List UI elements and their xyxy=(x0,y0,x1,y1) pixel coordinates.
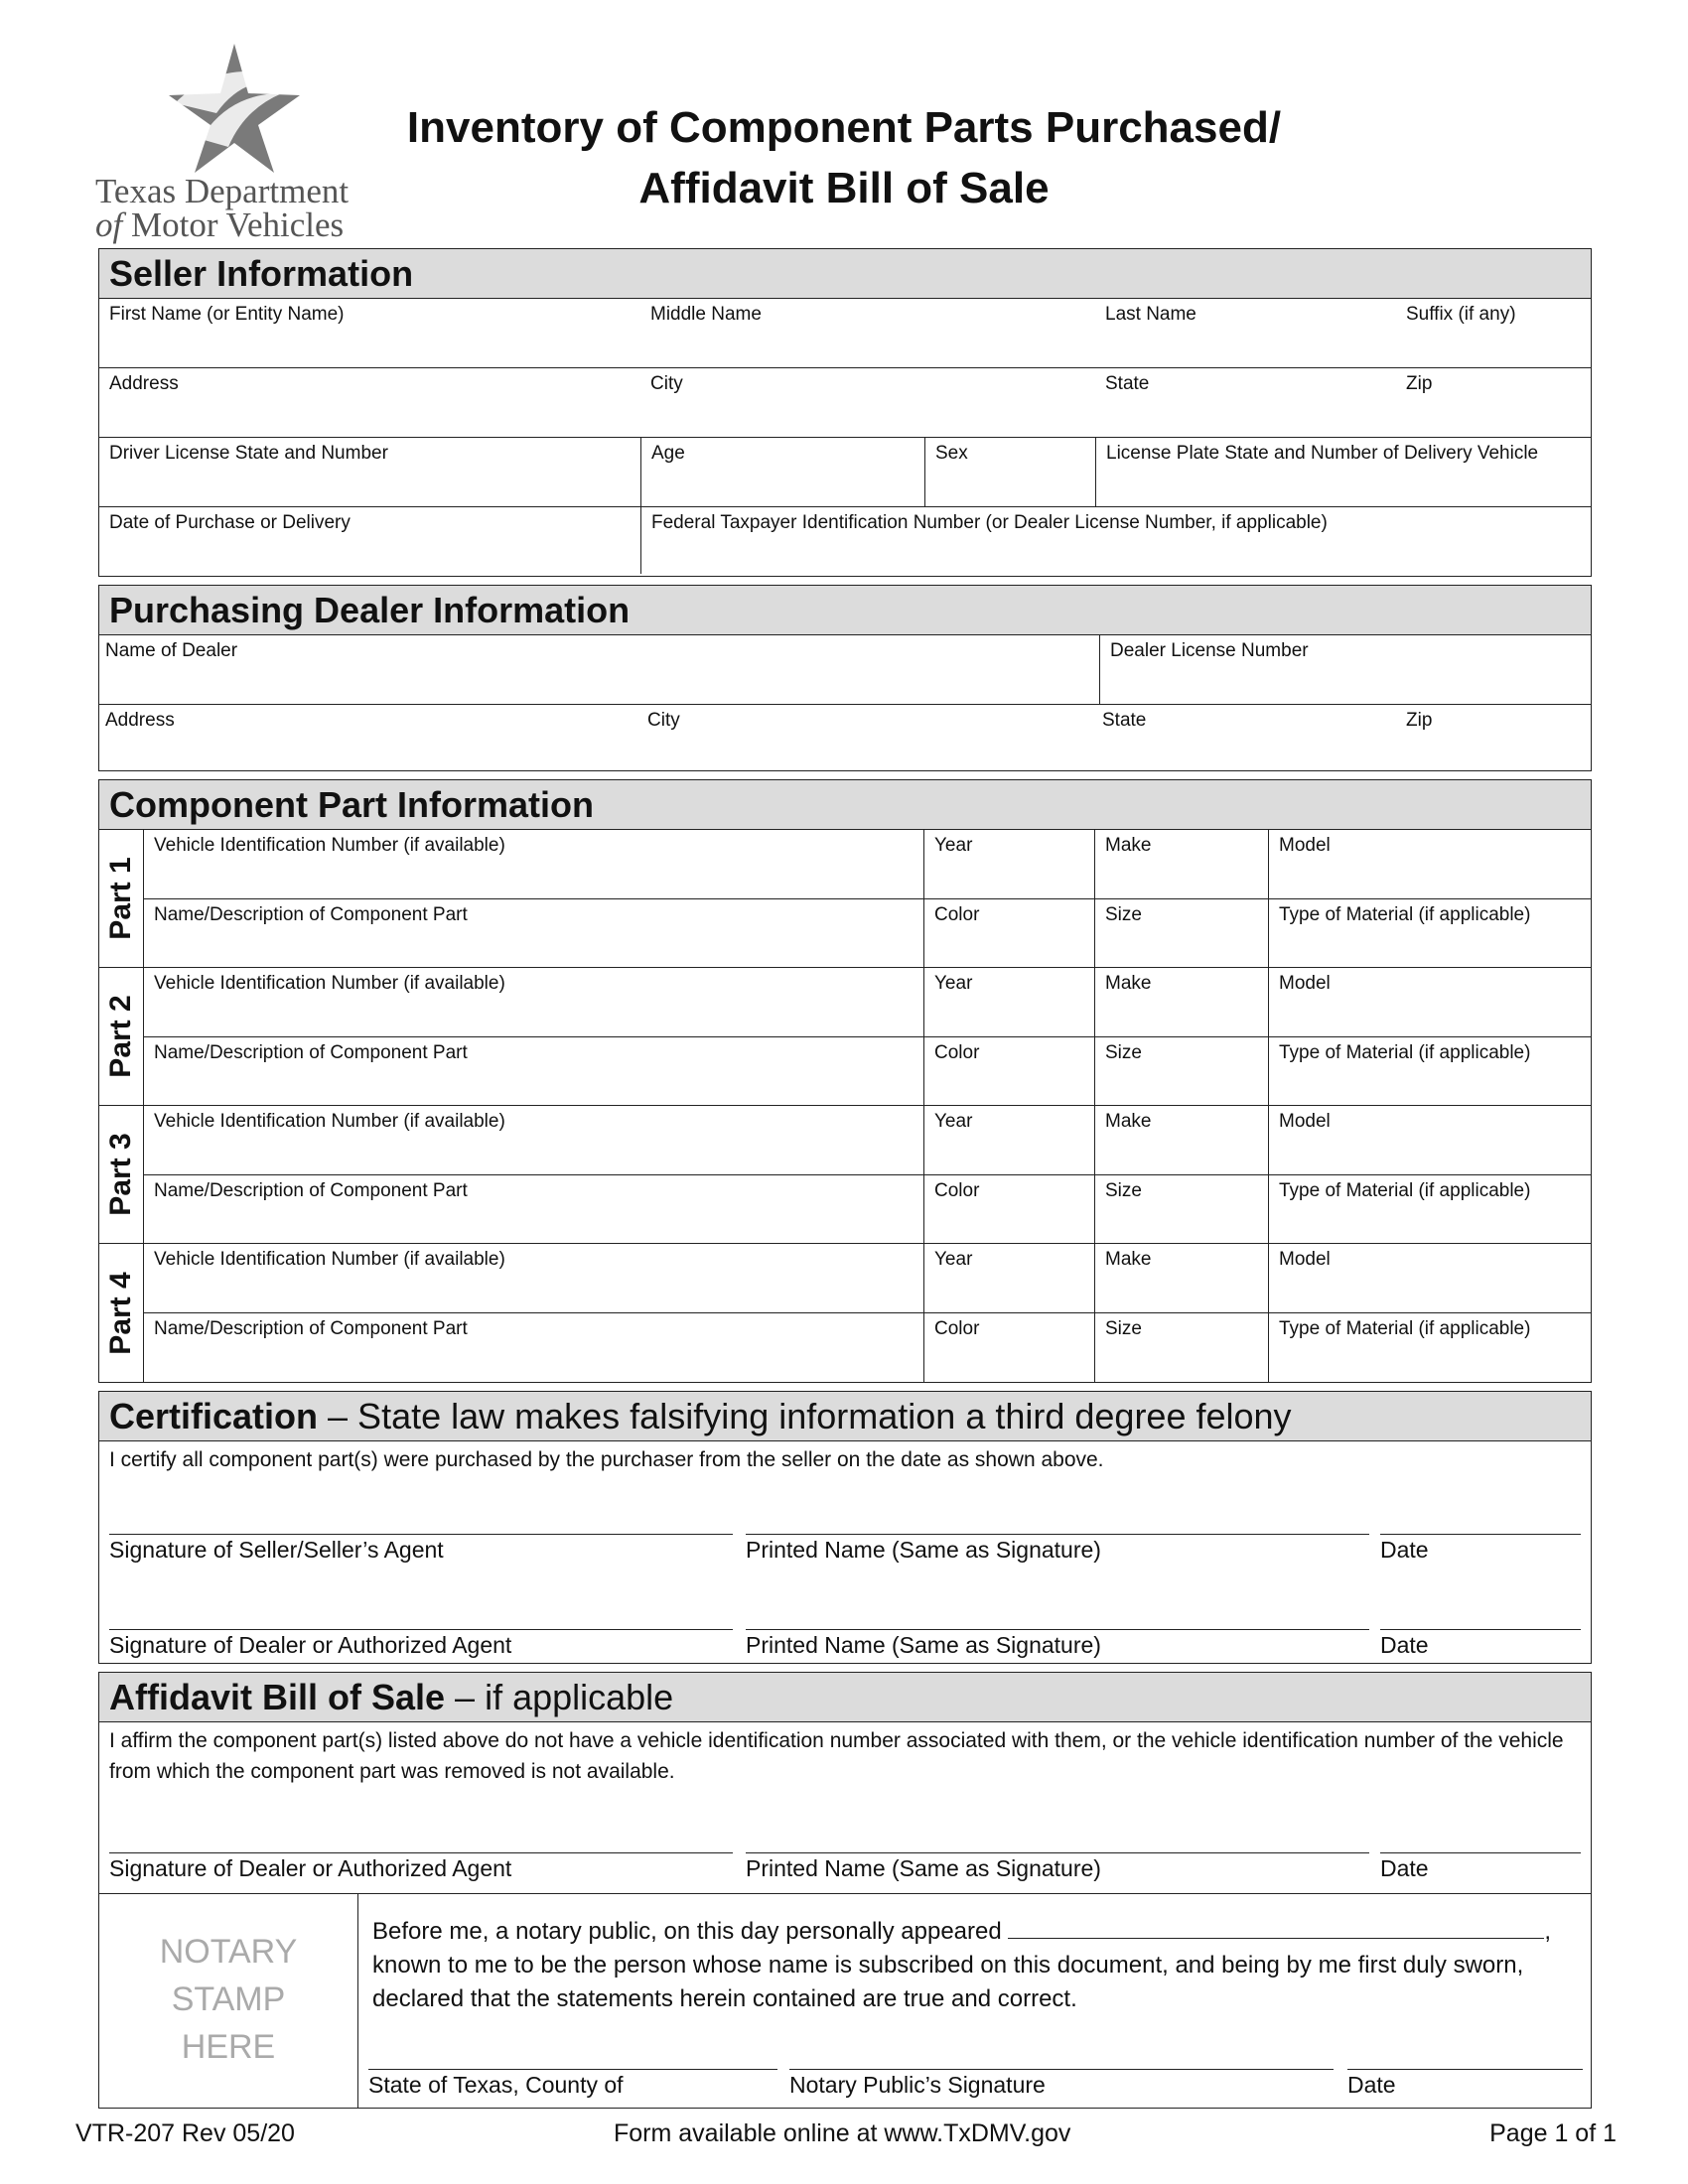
part-1-label: Part 1 xyxy=(99,830,144,968)
county-line[interactable]: State of Texas, County of xyxy=(368,2069,777,2099)
fein-field[interactable]: Federal Taxpayer Identification Number (or Dealer License Number, if applicable) xyxy=(640,507,1591,574)
driver-license-field[interactable]: Driver License State and Number xyxy=(109,443,388,464)
seller-printed-name-line[interactable]: Printed Name (Same as Signature) xyxy=(746,1534,1369,1564)
star-logo-icon xyxy=(165,44,304,173)
notary-signature-line[interactable]: Notary Public’s Signature xyxy=(789,2069,1334,2099)
color-field[interactable]: Color xyxy=(923,1037,1094,1106)
make-field[interactable]: Make xyxy=(1094,830,1268,898)
dealer-signature-line[interactable]: Signature of Dealer or Authorized Agent xyxy=(109,1629,733,1659)
seller-address-row xyxy=(99,368,1591,438)
material-field[interactable]: Type of Material (if applicable) xyxy=(1268,899,1591,968)
affidavit-section xyxy=(98,1672,1592,2109)
year-field[interactable]: Year xyxy=(923,1244,1094,1312)
suffix-field[interactable]: Suffix (if any) xyxy=(1406,304,1516,325)
sex-field[interactable]: Sex xyxy=(924,438,1095,506)
part-1-vin-row xyxy=(144,830,1591,899)
first-name-field[interactable]: First Name (or Entity Name) xyxy=(109,304,345,325)
dealer-address-field[interactable]: Address xyxy=(105,710,175,731)
certification-text: I certify all component part(s) were purchased by the purchaser from the seller on the date as shown above. xyxy=(109,1448,1104,1471)
part-3-vin-row xyxy=(144,1106,1591,1175)
certification-heading: Certification – State law makes falsifying information a third degree felony xyxy=(99,1392,1591,1441)
certification-section xyxy=(98,1391,1592,1664)
dealer-license-field[interactable]: Dealer License Number xyxy=(1099,635,1591,704)
plate-field[interactable]: License Plate State and Number of Delivery Vehicle xyxy=(1095,438,1591,506)
last-name-field[interactable]: Last Name xyxy=(1105,304,1196,325)
vin-field[interactable]: Vehicle Identification Number (if available) xyxy=(154,1249,505,1270)
part-1-desc-row xyxy=(144,899,1591,969)
dealer-printed-name-line[interactable]: Printed Name (Same as Signature) xyxy=(746,1629,1369,1659)
model-field[interactable]: Model xyxy=(1268,1106,1591,1174)
part-4-vin-row xyxy=(144,1244,1591,1313)
description-field[interactable]: Name/Description of Component Part xyxy=(154,1317,468,1339)
seller-city-field[interactable]: City xyxy=(650,373,683,394)
color-field[interactable]: Color xyxy=(923,899,1094,968)
size-field[interactable]: Size xyxy=(1094,1313,1268,1383)
size-field[interactable]: Size xyxy=(1094,1037,1268,1106)
seller-signature-line[interactable]: Signature of Seller/Seller’s Agent xyxy=(109,1534,733,1564)
year-field[interactable]: Year xyxy=(923,1106,1094,1174)
dealer-address-row xyxy=(99,705,1591,770)
vin-field[interactable]: Vehicle Identification Number (if available) xyxy=(154,973,505,994)
vin-field[interactable]: Vehicle Identification Number (if available) xyxy=(154,1111,505,1132)
model-field[interactable]: Model xyxy=(1268,830,1591,898)
material-field[interactable]: Type of Material (if applicable) xyxy=(1268,1313,1591,1383)
size-field[interactable]: Size xyxy=(1094,899,1268,968)
affidavit-text: I affirm the component part(s) listed above do not have a vehicle identification number associated with them, or the vehicle identification number of the vehicle from which the component part was removed is not available. xyxy=(109,1729,1564,1783)
description-field[interactable]: Name/Description of Component Part xyxy=(154,903,468,925)
agency-name: Texas Department of Motor Vehicles xyxy=(95,172,350,244)
age-field[interactable]: Age xyxy=(640,438,924,506)
dealer-city-field[interactable]: City xyxy=(647,710,680,731)
seller-date-row xyxy=(99,507,1591,574)
dealer-name-field[interactable]: Name of Dealer xyxy=(105,640,238,661)
affidavit-date-line[interactable]: Date xyxy=(1380,1852,1581,1882)
notary-text: Before me, a notary public, on this day personally appeared , known to me to be the person whose name is subscribed on this document, and being by me first duly sworn, declared that the statements herein contained are true and correct. xyxy=(372,1918,1552,2012)
part-3-label: Part 3 xyxy=(99,1106,144,1244)
affidavit-signature-line[interactable]: Signature of Dealer or Authorized Agent xyxy=(109,1852,733,1882)
part-2-vin-row xyxy=(144,968,1591,1037)
parts-table xyxy=(99,830,1591,1382)
dealer-name-row xyxy=(99,635,1591,705)
dealer-zip-field[interactable]: Zip xyxy=(1406,710,1433,731)
year-field[interactable]: Year xyxy=(923,830,1094,898)
material-field[interactable]: Type of Material (if applicable) xyxy=(1268,1037,1591,1106)
year-field[interactable]: Year xyxy=(923,968,1094,1036)
color-field[interactable]: Color xyxy=(923,1175,1094,1244)
part-3-desc-row xyxy=(144,1175,1591,1245)
dealer-section xyxy=(98,585,1592,771)
affidavit-heading: Affidavit Bill of Sale – if applicable xyxy=(99,1673,1591,1722)
middle-name-field[interactable]: Middle Name xyxy=(650,304,762,325)
form-id: VTR-207 Rev 05/20 xyxy=(75,2119,295,2147)
seller-address-field[interactable]: Address xyxy=(109,373,179,394)
description-field[interactable]: Name/Description of Component Part xyxy=(154,1041,468,1063)
seller-name-row xyxy=(99,299,1591,368)
model-field[interactable]: Model xyxy=(1268,968,1591,1036)
seller-date-line[interactable]: Date xyxy=(1380,1534,1581,1564)
make-field[interactable]: Make xyxy=(1094,1244,1268,1312)
page-number: Page 1 of 1 xyxy=(1489,2119,1617,2147)
description-field[interactable]: Name/Description of Component Part xyxy=(154,1179,468,1201)
color-field[interactable]: Color xyxy=(923,1313,1094,1383)
dealer-date-line[interactable]: Date xyxy=(1380,1629,1581,1659)
model-field[interactable]: Model xyxy=(1268,1244,1591,1312)
form-title: Inventory of Component Parts Purchased/ Affidavit Bill of Sale xyxy=(406,103,1282,212)
online-availability: Form available online at www.TxDMV.gov xyxy=(614,2119,1071,2147)
appeared-name-line[interactable] xyxy=(1008,1916,1544,1939)
part-rows xyxy=(144,830,1591,1382)
part-2-label: Part 2 xyxy=(99,968,144,1106)
seller-heading: Seller Information xyxy=(99,249,1591,299)
component-section xyxy=(98,779,1592,1383)
vin-field[interactable]: Vehicle Identification Number (if available) xyxy=(154,835,505,856)
seller-section xyxy=(98,248,1592,577)
notary-stamp-area: NOTARY STAMP HERE xyxy=(99,1894,358,2108)
make-field[interactable]: Make xyxy=(1094,1106,1268,1174)
component-heading: Component Part Information xyxy=(99,780,1591,830)
dealer-state-field[interactable]: State xyxy=(1102,710,1147,731)
part-2-desc-row xyxy=(144,1037,1591,1107)
affidavit-printed-name-line[interactable]: Printed Name (Same as Signature) xyxy=(746,1852,1369,1882)
seller-zip-field[interactable]: Zip xyxy=(1406,373,1433,394)
make-field[interactable]: Make xyxy=(1094,968,1268,1036)
part-4-desc-row xyxy=(144,1313,1591,1383)
size-field[interactable]: Size xyxy=(1094,1175,1268,1244)
purchase-date-field[interactable]: Date of Purchase or Delivery xyxy=(109,512,351,533)
dealer-heading: Purchasing Dealer Information xyxy=(99,586,1591,635)
material-field[interactable]: Type of Material (if applicable) xyxy=(1268,1175,1591,1244)
seller-state-field[interactable]: State xyxy=(1105,373,1150,394)
part-4-label: Part 4 xyxy=(99,1244,144,1382)
notary-block xyxy=(99,1893,1591,2108)
seller-license-row xyxy=(99,438,1591,507)
notary-date-line[interactable]: Date xyxy=(1347,2069,1583,2099)
